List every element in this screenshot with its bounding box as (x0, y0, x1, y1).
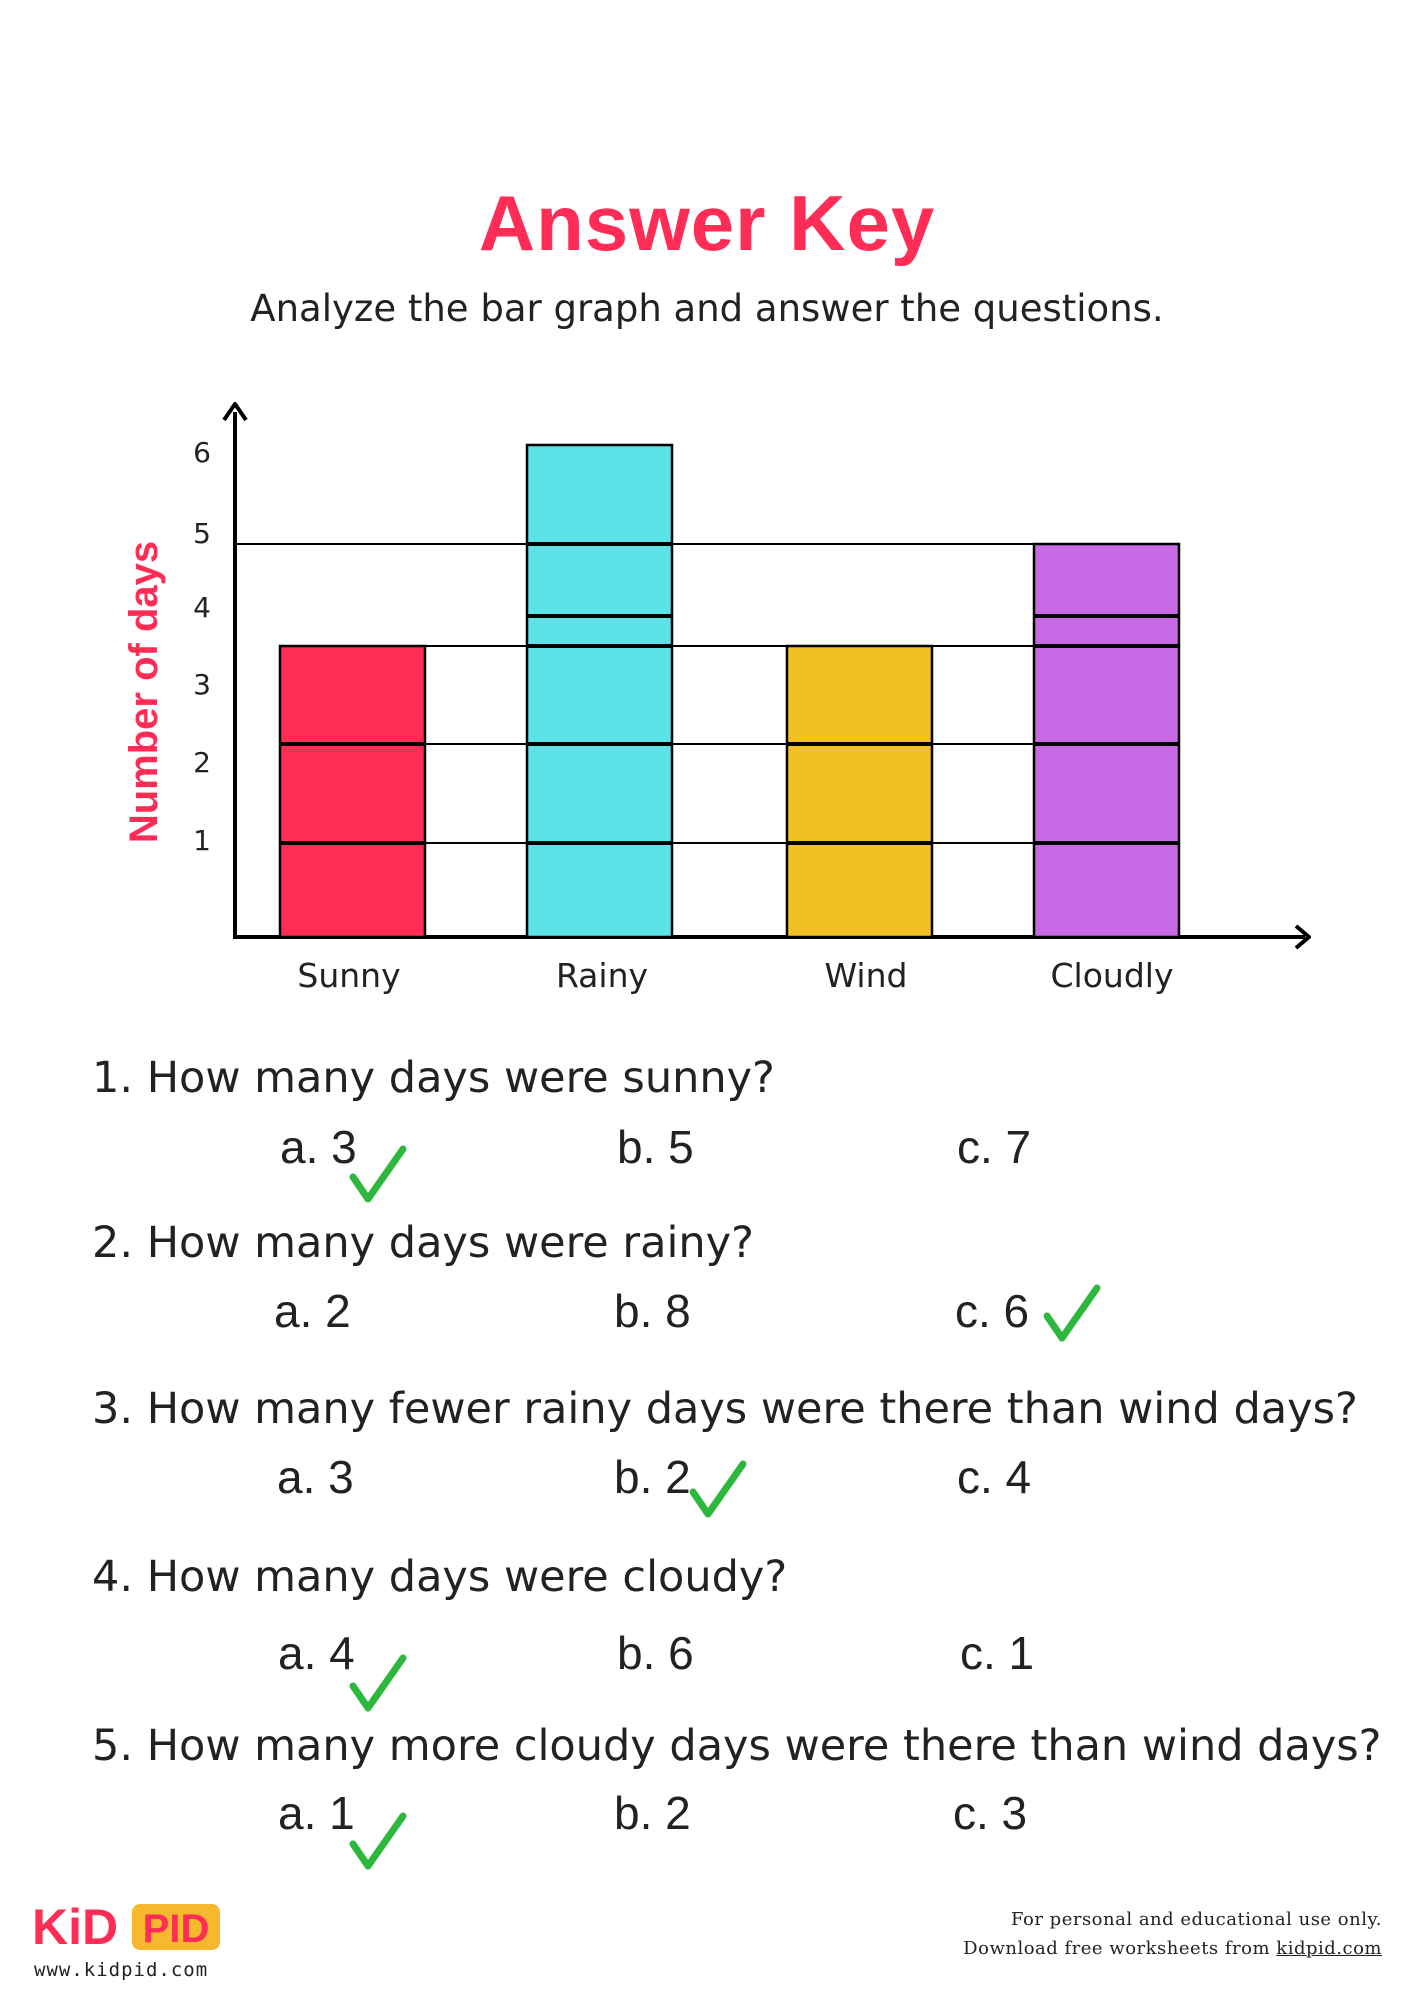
question-4-option-c: c. 1 (960, 1627, 1035, 1679)
question-2-option-c: c. 6 (955, 1285, 1030, 1337)
checkmark-icon (348, 1652, 408, 1714)
y-tick-label: 4 (193, 591, 211, 624)
page-subtitle: Analyze the bar graph and answer the questions. (250, 287, 1164, 330)
question-4-option-a: a. 4 (278, 1627, 355, 1679)
page-title: Answer Key (478, 179, 936, 267)
question-5: 5. How many more cloudy days were there than wind days? (92, 1721, 1382, 1771)
question-1-option-c: c. 7 (957, 1121, 1032, 1173)
x-tick-label: Rainy (555, 956, 649, 995)
question-2-option-a: a. 2 (274, 1285, 351, 1337)
kidpid-logo (32, 1896, 222, 1956)
logo-pid: PID (142, 1907, 210, 1951)
bar-sunny (280, 646, 425, 937)
question-2: 2. How many days were rainy? (92, 1218, 754, 1268)
question-3-option-b: b. 2 (614, 1451, 691, 1503)
footer-usage-note: For personal and educational use only. (1011, 1909, 1382, 1930)
checkmark-icon (348, 1143, 408, 1205)
x-tick-label: Wind (824, 956, 908, 995)
footer-kidpid-link[interactable]: kidpid.com (1276, 1938, 1382, 1959)
logo-kid: KiD (32, 1899, 119, 1955)
question-5-option-c: c. 3 (953, 1787, 1028, 1839)
logo-url: www.kidpid.com (34, 1959, 209, 1981)
checkmark-icon (1042, 1282, 1102, 1344)
y-tick-label: 6 (193, 436, 211, 469)
bar-wind (787, 646, 932, 937)
x-tick-label: Cloudly (1050, 956, 1174, 995)
checkmark-icon (348, 1810, 408, 1872)
x-tick-label: Sunny (297, 956, 401, 995)
footer-download-prefix: Download free worksheets from (963, 1938, 1271, 1959)
y-tick-label: 3 (193, 668, 211, 701)
y-tick-label: 5 (193, 517, 211, 550)
question-1-option-b: b. 5 (617, 1121, 694, 1173)
question-3: 3. How many fewer rainy days were there than wind days? (92, 1384, 1358, 1434)
question-4-option-b: b. 6 (617, 1627, 694, 1679)
question-3-option-c: c. 4 (957, 1451, 1032, 1503)
question-3-option-a: a. 3 (277, 1451, 354, 1503)
y-tick-label: 1 (193, 824, 211, 857)
question-5-option-a: a. 1 (278, 1787, 355, 1839)
question-5-option-b: b. 2 (614, 1787, 691, 1839)
footer-download-note (963, 1938, 1382, 1959)
y-tick-label: 2 (193, 746, 211, 779)
question-1-option-a: a. 3 (280, 1121, 357, 1173)
bar-cloudly (1034, 544, 1179, 937)
question-1: 1. How many days were sunny? (92, 1053, 775, 1103)
bar-rainy (527, 445, 672, 937)
question-2-option-b: b. 8 (614, 1285, 691, 1337)
checkmark-icon (688, 1458, 748, 1520)
question-4: 4. How many days were cloudy? (92, 1552, 788, 1602)
y-axis-label: Number of days (122, 540, 166, 844)
